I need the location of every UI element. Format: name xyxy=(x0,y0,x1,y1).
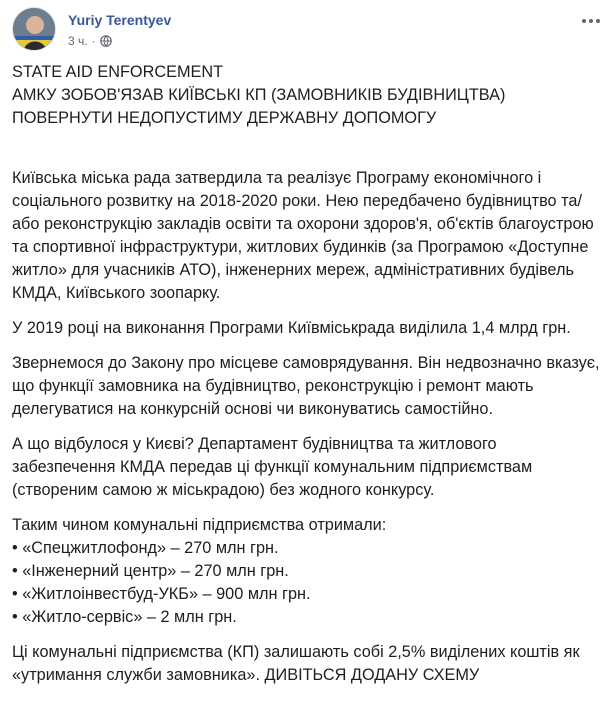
globe-icon[interactable] xyxy=(100,35,112,47)
avatar-image xyxy=(13,8,56,51)
paragraph-funding: У 2019 році на виконання Програми Київміськрада виділила 1,4 млрд грн. xyxy=(12,319,571,337)
paragraph-program: Київська міська рада затвердила та реалізує Програму економічного і соціального розвитку на 2018-2020 роки. Нею передбачено будівництво та/або реконструкцію закладів освіти та охорони здоров'я, об'єктів благоустрою та спортивної інфраструктури, житлових будинків (за Програмою «Доступне житло» для учасників АТО), інженерних мереж, адміністративних будівель КМДА, Київського зоопарку. xyxy=(12,169,594,302)
post-body xyxy=(12,61,604,687)
list-item: • «Житло-сервіс» – 2 млн грн. xyxy=(12,608,237,626)
paragraph-closing: Ці комунальні підприємства (КП) залишають собі 2,5% виділених коштів як «утримання служби замовника». ДИВІТЬСЯ ДОДАНУ СХЕМУ xyxy=(12,643,580,684)
post-time[interactable]: 3 ч. xyxy=(68,33,88,48)
post-time-row xyxy=(68,34,171,48)
paragraph-law: Звернемося до Закону про місцеве самоврядування. Він недвозначно вказує, що функції замовника на будівництво, реконструкцію і ремонт мають делегуватися на конкурсній основі чи виконуватись самостійно. xyxy=(12,354,600,418)
list-intro: Таким чином комунальні підприємства отримали: xyxy=(12,516,387,534)
separator-dot: · xyxy=(91,33,96,48)
more-options-icon[interactable] xyxy=(581,8,601,29)
list-item: • «Житлоінвестбуд-УКБ» – 900 млн грн. xyxy=(12,585,311,603)
avatar[interactable] xyxy=(12,7,56,51)
author-name[interactable]: Yuriy Terentyev xyxy=(68,11,172,28)
post-header xyxy=(12,5,171,53)
post-kicker: STATE AID ENFORCEMENT xyxy=(12,63,224,81)
list-item: • «Спецжитлофонд» – 270 млн грн. xyxy=(12,539,279,557)
post-headline: АМКУ ЗОБОВ'ЯЗАВ КИЇВСЬКІ КП (ЗАМОВНИКІВ БУДІВНИЦТВА) ПОВЕРНУТИ НЕДОПУСТИМУ ДЕРЖАВНУ ДОПОМОГУ xyxy=(12,86,506,127)
paragraph-kyiv: А що відбулося у Києві? Департамент будівництва та житлового забезпечення КМДА передав ці функції комунальним підприємствам (створеним самою ж міськрадою) без жодного конкурсу. xyxy=(12,435,533,499)
funding-list xyxy=(12,514,604,629)
list-item: • «Інженерний центр» – 270 млн грн. xyxy=(12,562,289,580)
post-meta xyxy=(68,11,171,48)
